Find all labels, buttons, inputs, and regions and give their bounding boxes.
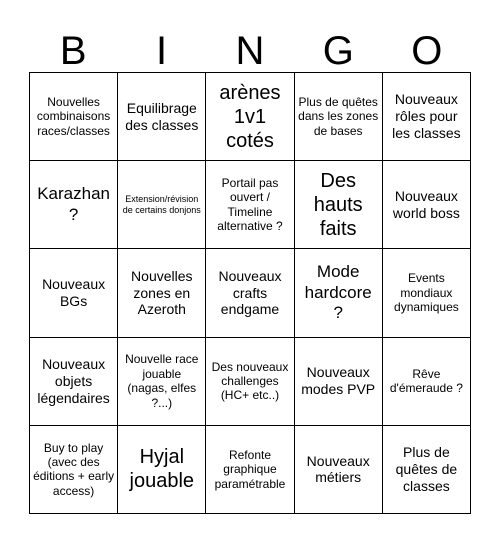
cell-text: Nouveaux BGs	[42, 276, 106, 309]
cell-text: Plus de quêtes de classes	[395, 444, 458, 494]
bingo-cell[interactable]	[206, 73, 294, 161]
bingo-cell[interactable]	[30, 249, 118, 337]
cell-text: Refonte graphique paramétrable	[214, 447, 286, 491]
bingo-cell[interactable]	[383, 426, 471, 514]
cell-text: Mode hardcore ?	[304, 262, 372, 323]
cell-text: Nouveaux modes PVP	[301, 364, 376, 398]
header-letter-i: I	[156, 29, 168, 73]
bingo-cell[interactable]	[295, 161, 383, 249]
cell-text: Karazhan ?	[37, 184, 110, 224]
cell-text: Nouvelle race jouable (nagas, elfes ?...)	[125, 352, 199, 410]
bingo-cell[interactable]	[30, 161, 118, 249]
bingo-cell[interactable]	[206, 338, 294, 426]
bingo-cell[interactable]	[206, 249, 294, 337]
header-letter-g: G	[322, 29, 354, 73]
bingo-cell[interactable]	[383, 161, 471, 249]
cell-text: Nouveaux world boss	[392, 187, 460, 221]
bingo-cell[interactable]	[295, 73, 383, 161]
header-letter-o: O	[411, 29, 443, 73]
bingo-header	[29, 28, 471, 74]
bingo-cell[interactable]	[118, 73, 206, 161]
cell-text: Nouvelles combinaisons races/classes	[36, 95, 111, 138]
bingo-cell[interactable]	[383, 249, 471, 337]
bingo-grid	[29, 72, 471, 514]
cell-text: Nouveaux rôles pour les classes	[392, 91, 461, 141]
cell-text: Extension/révision de certains donjons	[122, 193, 201, 215]
bingo-cell[interactable]	[118, 426, 206, 514]
header-letter-b: B	[59, 29, 87, 73]
cell-text: arènes 1v1 cotés	[219, 81, 281, 152]
cell-text: Nouvelles zones en Azeroth	[131, 267, 193, 318]
bingo-cell[interactable]	[383, 338, 471, 426]
cell-text: Rêve d'émeraude ?	[389, 366, 463, 396]
cell-text: Events mondiaux dynamiques	[394, 271, 459, 315]
bingo-cell[interactable]	[30, 338, 118, 426]
cell-text: Buy to play (avec des éditions + early access)	[33, 440, 115, 498]
bingo-cell[interactable]	[118, 161, 206, 249]
bingo-cell[interactable]	[206, 161, 294, 249]
cell-text: Des hauts faits	[313, 169, 363, 240]
header-letter-n: N	[235, 29, 265, 73]
bingo-cell[interactable]	[206, 426, 294, 514]
cell-text: Des nouveaux challenges (HC+ etc..)	[211, 359, 289, 403]
bingo-cell[interactable]	[383, 73, 471, 161]
cell-text: Portail pas ouvert / Timeline alternative ?	[217, 176, 283, 234]
cell-text: Equilibrage des classes	[125, 99, 199, 133]
cell-text: Plus de quêtes dans les zones de bases	[298, 95, 379, 138]
bingo-cell[interactable]	[295, 249, 383, 337]
bingo-cell[interactable]	[118, 338, 206, 426]
cell-text: Nouveaux crafts endgame	[218, 267, 282, 318]
cell-text: Nouveaux métiers	[306, 452, 370, 486]
cell-text: Hyjal jouable	[129, 446, 195, 493]
bingo-cell[interactable]	[118, 249, 206, 337]
bingo-cell[interactable]	[30, 73, 118, 161]
bingo-cell[interactable]	[295, 338, 383, 426]
bingo-cell[interactable]	[30, 426, 118, 514]
cell-text: Nouveaux objets légendaires	[37, 356, 110, 406]
bingo-cell[interactable]	[295, 426, 383, 514]
